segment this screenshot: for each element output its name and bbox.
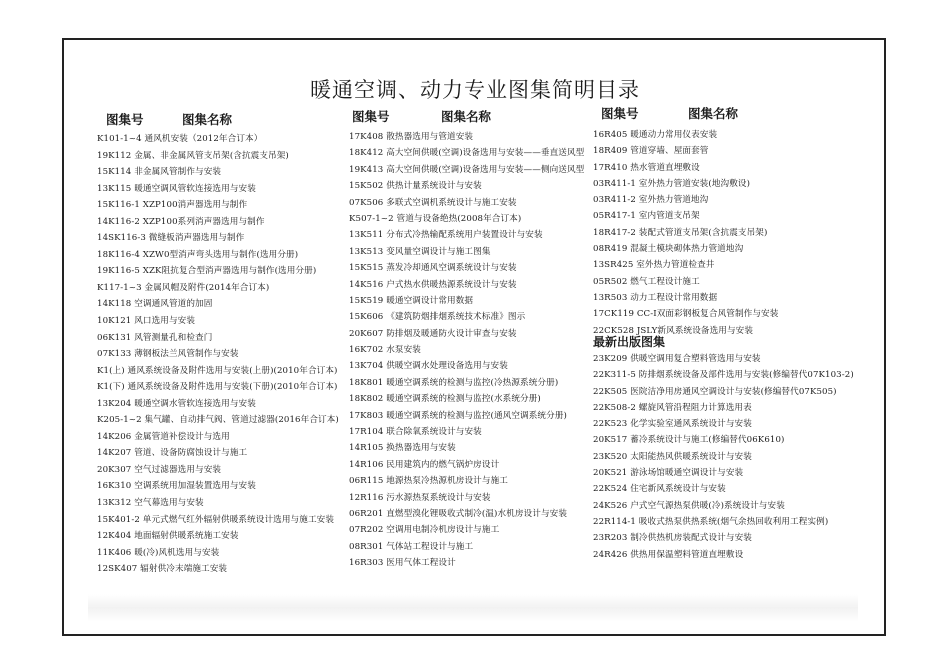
catalog-entry: 15K515 蒸发冷却通风空调系统设计与安装 (349, 263, 517, 274)
catalog-entry: 20K607 防排烟及暖通防火设计审查与安装 (349, 328, 517, 339)
catalog-column-2 (349, 129, 589, 572)
catalog-entry: 16K702 水泵安装 (349, 345, 421, 356)
catalog-entry: 22K508-2 螺旋风管沿程阻力计算选用表 (593, 402, 752, 413)
catalog-entry: 13SR425 室外热力管道检查井 (593, 260, 715, 271)
catalog-entry: 17R104 联合除氧系统设计与安装 (349, 427, 482, 438)
catalog-entry: 07K506 多联式空调机系统设计与施工安装 (349, 197, 517, 208)
col3-code-header: 图集号 (601, 106, 639, 121)
catalog-entry: 14SK116-3 微缝板消声器选用与制作 (97, 233, 245, 244)
catalog-entry: 15K502 供热计量系统设计与安装 (349, 181, 482, 192)
catalog-entry: 18R409 管道穿墙、屋面套管 (593, 146, 709, 157)
catalog-entry: 18R417-2 装配式管道支吊架(含抗震支吊架) (593, 227, 768, 238)
catalog-entry: 13K115 暖通空调风管软连接选用与安装 (97, 183, 256, 194)
catalog-entry: 24R426 供热用保温塑料管道直埋敷设 (593, 549, 744, 560)
catalog-entry: 17K408 散热器选用与管道安装 (349, 132, 474, 142)
catalog-entry: K507-1~2 管道与设备绝热(2008年合订本) (349, 213, 522, 224)
catalog-entry: 16R303 医用气体工程设计 (349, 558, 456, 569)
catalog-entry: 12K404 地面辐射供暖系统施工安装 (97, 531, 239, 542)
catalog-entry: 15K519 暖通空调设计常用数据 (349, 295, 474, 306)
catalog-entry: 18K801 暖通空调系统的检测与监控(冷热源系统分册) (349, 377, 559, 388)
catalog-entry: 22K311-5 防排烟系统设备及部件选用与安装(修编替代07K103-2) (593, 370, 854, 381)
catalog-entry: K1(上) 通风系统设备及附件选用与安装(上册)(2010年合订本) (97, 365, 338, 376)
catalog-entry: 23R203 制冷供热机房装配式设计与安装 (593, 533, 752, 544)
catalog-entry: 03R411-1 室外热力管道安装(地沟敷设) (593, 178, 751, 189)
catalog-entry: K101-1~4 通风机安装（2012年合订本） (97, 134, 263, 144)
catalog-entry: 13K704 供暖空调水处理设备选用与安装 (349, 361, 508, 372)
catalog-entry: 15K114 非金属风管制作与安装 (97, 167, 222, 178)
catalog-entry: 17K803 暖通空调系统的检测与监控(通风空调系统分册) (349, 410, 567, 421)
scan-artifact (88, 594, 858, 622)
catalog-entry: 14K206 金属管道补偿设计与选用 (97, 431, 230, 442)
catalog-entry: 16K310 空调系统用加湿装置选用与安装 (97, 481, 256, 492)
catalog-entry: 22R114-1 吸收式热泵供热系统(烟气余热回收利用工程实例) (593, 516, 829, 527)
catalog-entry: 03R411-2 室外热力管道地沟 (593, 195, 709, 206)
catalog-entry: 14K118 空调通风管道的加固 (97, 299, 213, 310)
catalog-entry: 22K505 医院洁净用房通风空调设计与安装(修编替代07K505) (593, 386, 837, 397)
catalog-entry: 13K511 分布式冷热输配系统用户装置设计与安装 (349, 230, 543, 241)
catalog-entry: K1(下) 通风系统设备及附件选用与安装(下册)(2010年合订本) (97, 382, 338, 393)
catalog-entry: 07K133 薄钢板法兰风管制作与安装 (97, 349, 239, 360)
catalog-entry: K117-1~3 金属风帽及附件(2014年合订本) (97, 282, 270, 293)
catalog-entry: 06R115 地源热泵冷热源机房设计与施工 (349, 476, 508, 487)
catalog-entry: 23K520 太阳能热风供暖系统设计与安装 (593, 451, 752, 462)
catalog-column-1 (97, 131, 345, 578)
catalog-entry: 22K523 化学实验室通风系统设计与安装 (593, 419, 752, 430)
catalog-entry: 22K524 住宅新风系统设计与安装 (593, 484, 726, 495)
catalog-entry: 10K121 风口选用与安装 (97, 316, 196, 327)
col1-code-header: 图集号 (106, 112, 144, 127)
catalog-entry: 19K116-5 XZK阻抗复合型消声器选用与制作(选用分册) (97, 266, 317, 277)
catalog-entry: 08R419 混凝土模块砌体热力管道地沟 (593, 244, 744, 255)
catalog-entry: 20K307 空气过滤器选用与安装 (97, 464, 222, 475)
catalog-entry: 24K526 户式空气源热泵供暖(冷)系统设计与安装 (593, 500, 785, 511)
catalog-entry: 15K606 《建筑防烟排烟系统技术标准》图示 (349, 312, 526, 323)
catalog-entry: 06R201 直燃型溴化锂吸收式制冷(温)水机房设计与安装 (349, 508, 568, 519)
catalog-entry: 17CK119 CC-Ⅰ双面彩钢板复合风管制作与安装 (593, 309, 779, 320)
catalog-entry: 14K116-2 XZP100系列消声器选用与制作 (97, 216, 265, 227)
catalog-entry: 05R417-1 室内管道支吊架 (593, 211, 700, 222)
catalog-entry: 12SK407 辐射供冷末端施工安装 (97, 564, 228, 575)
catalog-entry: 14R106 民用建筑内的燃气锅炉房设计 (349, 459, 500, 470)
catalog-entry: 19K112 金属、非金属风管支吊架(含抗震支吊架) (97, 150, 289, 161)
new-publications-heading: 最新出版图集 (593, 335, 666, 349)
catalog-entry: 18K116-4 XZW0型消声弯头选用与制作(选用分册) (97, 249, 299, 260)
catalog-entry: 20K521 游泳场馆暖通空调设计与安装 (593, 468, 744, 479)
catalog-entry: 14R105 换热器选用与安装 (349, 443, 456, 454)
catalog-entry: 18K802 暖通空调系统的检测与监控(水系统分册) (349, 394, 541, 405)
catalog-entry: 13R503 动力工程设计常用数据 (593, 292, 718, 303)
catalog-entry: 20K517 蓄冷系统设计与施工(修编替代06K610) (593, 435, 785, 446)
catalog-entry: 14K516 户式热水供暖热源系统设计与安装 (349, 279, 517, 290)
catalog-entry: 13K204 暖通空调水管软连接选用与安装 (97, 398, 256, 409)
col1-name-header: 图集名称 (182, 112, 233, 127)
catalog-entry: 08R301 气体站工程设计与施工 (349, 541, 474, 552)
page-title: 暖通空调、动力专业图集简明目录 (310, 78, 640, 102)
catalog-entry: 14K207 管道、设备防腐蚀设计与施工 (97, 448, 248, 459)
catalog-entry: 22CK528 JSLY新风系统设备选用与安装 (593, 325, 754, 336)
catalog-entry: 17R410 热水管道直埋敷设 (593, 162, 700, 173)
catalog-entry: 13K312 空气幕选用与安装 (97, 498, 204, 509)
catalog-entry: 15K401-2 单元式燃气红外辐射供暖系统设计选用与施工安装 (97, 514, 335, 525)
catalog-column-3 (593, 127, 883, 339)
col2-code-header: 图集号 (352, 109, 390, 124)
catalog-entry: 16R405 暖通动力常用仪表安装 (593, 130, 718, 140)
catalog-entry: 23K209 供暖空调用复合塑料管选用与安装 (593, 354, 761, 364)
catalog-entry: K205-1~2 集气罐、自动排气阀、管道过滤器(2016年合订本) (97, 415, 339, 426)
catalog-entry: 11K406 暖(冷)风机选用与安装 (97, 547, 220, 558)
catalog-entry: 15K116-1 XZP100消声器选用与制作 (97, 200, 248, 211)
catalog-entry: 19K413 高大空间供暖(空调)设备选用与安装——侧向送风型 (349, 164, 585, 175)
catalog-entry: 18K412 高大空间供暖(空调)设备选用与安装——垂直送风型 (349, 148, 585, 159)
new-publications-list (593, 351, 883, 563)
catalog-entry: 07R202 空调用电制冷机房设计与施工 (349, 525, 500, 536)
catalog-entry: 06K131 风管测量孔和检查门 (97, 332, 213, 343)
catalog-entry: 12R116 污水源热泵系统设计与安装 (349, 492, 491, 503)
col3-name-header: 图集名称 (688, 106, 739, 121)
catalog-entry: 13K513 变风量空调设计与施工图集 (349, 246, 491, 257)
col2-name-header: 图集名称 (441, 109, 492, 124)
catalog-entry: 05R502 燃气工程设计施工 (593, 276, 700, 287)
